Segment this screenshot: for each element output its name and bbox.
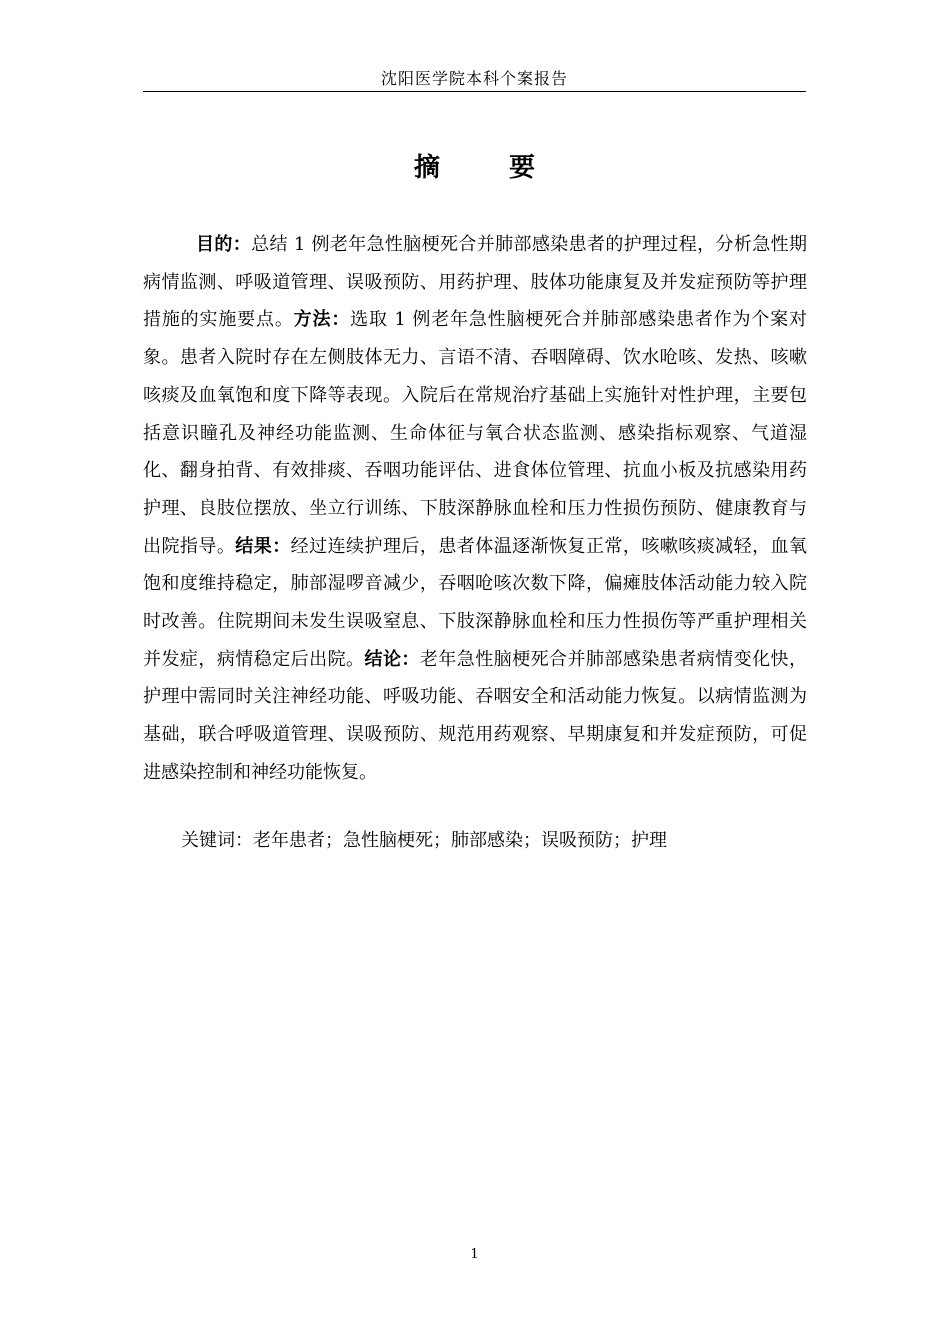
- objective-label: 目的：: [196, 234, 252, 255]
- page-number: 1: [470, 1247, 479, 1262]
- results-text: 经过连续护理后，患者体温逐渐恢复正常，咳嗽咳痰减轻，血氧饱和度维持稳定，肺部湿啰音减少，吞咽呛咳次数下降，偏瘫肢体活动能力较入院时改善。住院期间未发生误吸窒息、下肢深静脉血栓和压力性损伤等严重护理相关并发症，病情稳定后出院。: [143, 535, 808, 670]
- methods-text: 选取 1 例老年急性脑梗死合并肺部感染患者作为个案对象。患者入院时存在左侧肢体无力、言语不清、吞咽障碍、饮水呛咳、发热、咳嗽咳痰及血氧饱和度下降等表现。入院后在常规治疗基础上实施针对性护理，主要包括意识瞳孔及神经功能监测、生命体征与氧合状态监测、感染指标观察、气道湿化、翻身拍背、有效排痰、吞咽功能评估、进食体位管理、抗血小板及抗感染用药护理、良肢位摆放、坐立行训练、下肢深静脉血栓和压力性损伤预防、健康教育与出院指导。: [143, 309, 807, 557]
- keywords-label: 关键词：: [181, 830, 253, 851]
- conclusion-label: 结论：: [364, 648, 420, 670]
- keywords-line: [143, 822, 807, 859]
- abstract-paragraph: [143, 226, 807, 792]
- results-label: 结果：: [235, 535, 291, 557]
- methods-label: 方法：: [293, 309, 351, 331]
- running-header: 沈阳医学院本科个案报告: [380, 69, 568, 88]
- header-divider: [143, 91, 806, 92]
- keywords-text: 老年患者；急性脑梗死；肺部感染；误吸预防；护理: [253, 830, 667, 851]
- page-title: 摘 要: [413, 153, 566, 183]
- conclusion-text: 老年急性脑梗死合并肺部感染患者病情变化快，护理中需同时关注神经功能、呼吸功能、吞咽安全和活动能力恢复。以病情监测为基础，联合呼吸道管理、误吸预防、规范用药观察、早期康复和并发症预防，可促进感染控制和神经功能恢复。: [143, 648, 808, 783]
- objective-text: 总结 1 例老年急性脑梗死合并肺部感染患者的护理过程，分析急性期病情监测、呼吸道管理、误吸预防、用药护理、肢体功能康复及并发症预防等护理措施的实施要点。: [143, 234, 807, 331]
